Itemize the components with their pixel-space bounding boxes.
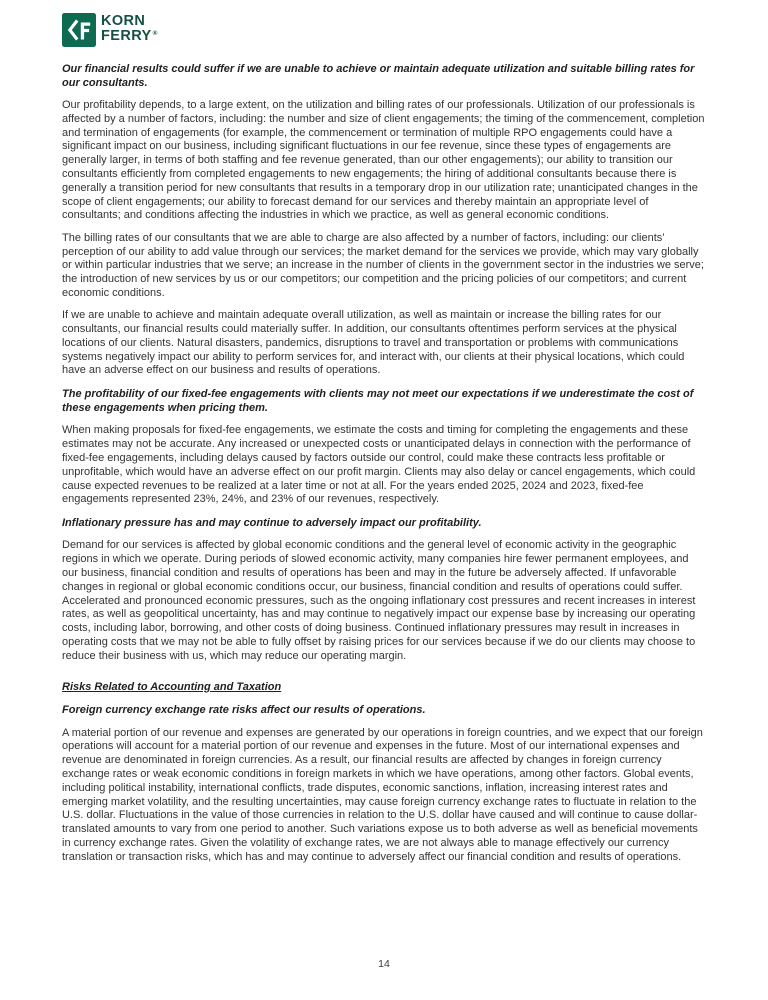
- risk-heading-inflation: Inflationary pressure has and may continue to adversely impact our profitability.: [62, 517, 482, 530]
- page-number: 14: [378, 958, 390, 970]
- brand-line-korn: [101, 14, 156, 29]
- korn-ferry-logo: [62, 13, 156, 47]
- risk-heading-foreign-currency: Foreign currency exchange rate risks affect our results of operations.: [62, 704, 426, 717]
- section-heading-accounting-taxation: Risks Related to Accounting and Taxation: [62, 680, 282, 693]
- risk-paragraph-foreign-currency: A material portion of our revenue and expenses are generated by our operations in foreign countries, and we expect that our foreign operations will account for a material portion of our revenue and expenses in the future. Most of our international expenses and revenue are denominated in foreign currencies. As a result, our financial results are affected by changes in foreign currency exchange rates or weak economic conditions in foreign markets in which we have operations, among other factors. Global events, including political instability, international conflicts, trade disputes, economic sanctions, inflation, increasing interest rates and emerging market volatility, and the resulting uncertainties, may cause foreign currency exchange rates to fluctuate in relation to the U.S. dollar. Fluctuations in the value of those currencies in relation to the U.S. dollar have caused and will continue to cause dollar-translated amounts to vary from one period to another. Such variations expose us to both adverse as well as beneficial movements in currency exchange rates. Given the volatility of exchange rates, we are not always able to manage effectively our currency translation or transaction risks, which has and may continue to adversely affect our financial condition and results of operations.: [62, 726, 703, 863]
- risk-paragraph-utilization-impact: If we are unable to achieve and maintain adequate overall utilization, as well as maintain or increase the billing rates for our consultants, our financial results could materially suffer. In addition, our consultants oftentimes perform services at the physical locations of our clients. Natural disasters, pandemics, disruptions to travel and transportation or problems with communications systems negatively impact our ability to perform services for, and interact with, our clients at their physical locations, which could have an adverse effect on our business and results of operations.: [62, 309, 685, 377]
- risk-paragraph-billing-rates: The billing rates of our consultants that we are able to charge are also affected by a number of factors, including: our clients’ perception of our ability to add value through our services; the market demand for the services we provide, which may vary globally or within particular industries that we serve; an increase in the number of clients in the government sector in the industries we serve; the introduction of new services by us or our competitors; our competition and the pricing policies of our competitors; and current economic conditions.: [62, 231, 704, 299]
- registered-trademark-symbol: ®: [152, 30, 158, 37]
- brand-text-ferry: FERRY: [101, 28, 152, 44]
- brand-line-ferry: [101, 29, 156, 46]
- risk-paragraph-profitability-factors: Our profitability depends, to a large extent, on the utilization and billing rates of our professionals. Utilization of our professionals is affected by a number of factors, including: the number and size of client engagements; the timing of the commencement, completion and termination of engagements (for example, the commencement or termination of multiple RPO engagements could have a significant impact on our business, including significant fluctuations in our fee revenue, since these types of engagements are generally larger, in terms of both staffing and fee revenue generated, than our other engagements); our ability to transition our consultants efficiently from completed engagements to new engagements; the hiring of additional consultants because there is generally a transition period for new consultants that results in a temporary drop in our utilization rate; unanticipated changes in the scope of client engagements; our ability to forecast demand for our services and thereby maintain an appropriate level of consultants; and conditions affecting the industries in which we practice, as well as general economic conditions.: [62, 99, 705, 222]
- page-footer: [0, 958, 768, 970]
- korn-ferry-logo-mark-icon: [62, 13, 96, 47]
- risk-heading-utilization: Our financial results could suffer if we are unable to achieve or maintain adequate utilization and suitable billing rates for our consultants.: [62, 63, 695, 89]
- risk-paragraph-inflation: Demand for our services is affected by global economic conditions and the general level of economic activity in the geographic regions in which we operate. During periods of slowed economic activity, many companies hire fewer permanent employees, and our business, financial condition and results of operations has been and may in the future be adversely affected. If unfavorable changes in regional or global economic conditions occur, our business, financial condition and results of operations could suffer. Accelerated and pronounced economic pressures, such as the ongoing inflationary cost pressures and recent increases in interest rates, as well as geopolitical uncertainty, has and may continue to negatively impact our expense base by increasing our operating costs, including labor, borrowing, and other costs of doing business. Continued inflationary pressures may result in increases in operating costs that we may not be able to fully offset by raising prices for our services because if we do our clients may choose to reduce their business with us, which may reduce our operating margin.: [62, 539, 696, 662]
- risk-factors-content: [62, 56, 707, 946]
- risk-paragraph-fixed-fee: When making proposals for fixed-fee engagements, we estimate the costs and timing for completing the engagements and these estimates may not be accurate. Any increased or unexpected costs or unanticipated delays in connection with the performance of fixed-fee engagements, including delays caused by factors outside our control, could make these contracts less profitable or unprofitable, which would have an adverse effect on our profit margin. Clients may also delay or cancel engagements, which could cause expected revenues to be realized at a later time or not at all. For the years ended 2025, 2024 and 2023, fixed-fee engagements represented 23%, 24%, and 23% of our revenues, respectively.: [62, 424, 696, 506]
- risk-heading-fixed-fee: The profitability of our fixed-fee engagements with clients may not meet our expectations if we underestimate the cost of these engagements when pricing them.: [62, 388, 694, 415]
- brand-text-korn: KORN: [101, 13, 146, 29]
- brand-wordmark: [101, 14, 156, 46]
